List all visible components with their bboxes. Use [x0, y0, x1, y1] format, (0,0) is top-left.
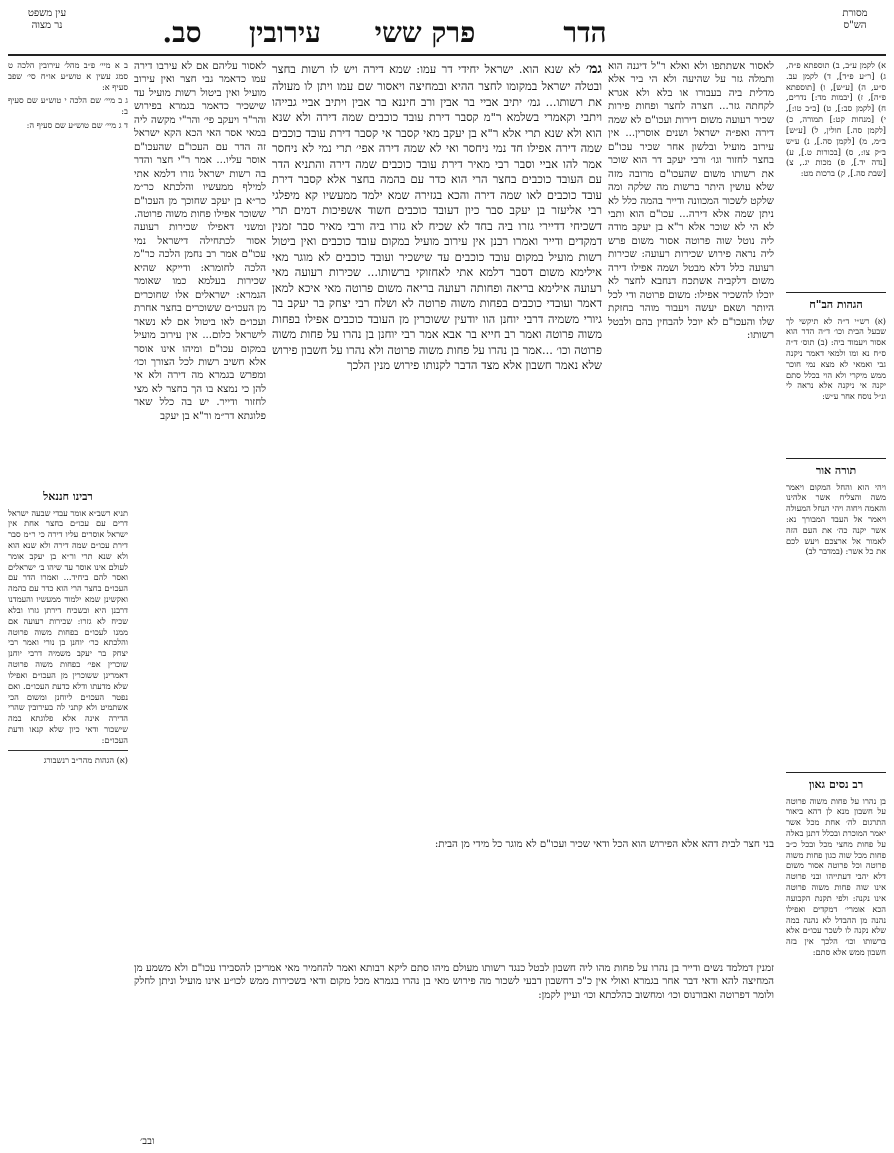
masoret-text: א) לקמן ע״ב, ב) תוספתא פ״ה, ג) [ר״ע פ״ד], ד) לקמן עב. ס״ע, ה) [ע״ש], ו) [תוספתא פ״ה], ז) [יבמות מד:] נדרים, ח) [לקמן סב:], ט) [ב״ב טו:], י) [מנחות קט:] תמורה, כ) [לקמן סה.] חולין, ל) [ע״ש] ב״מ, מ) [לקמן סה.], נ) ע״ש ב״ק צו:, ס) [בכורות ט.], ע) [נדה יד.], פ) מכות יג., צ) [שבת סה.], ק) ברכות מט:: [786, 60, 886, 179]
catchword: ובב׳: [140, 1136, 155, 1147]
ein-mishpat-entry: ג ב מיי׳ שם הלכה י טוש״ע שם סעיף ב:: [8, 95, 128, 117]
torah-or: [786, 462, 886, 602]
rav-nissim-title: רב נסים גאון: [808, 778, 864, 791]
ein-mishpat-entry: ד ג מיי׳ שם טוש״ע שם סעיף ה:: [26, 120, 128, 131]
rabbeinu-chananel: [8, 488, 128, 1108]
hagahot-title: הגהות הב"ח: [809, 298, 863, 311]
gemara-body: לא שנא הוא. ישראל יחידי דר עמו: שמא דירה ויש לו רשות בחצר ובטלה ישראל במקומו לחצר ההיא ובמחיצה ויאסור שם עמו ויתן לו מעולה את רשותו... גמ׳ יתיב אביי בר אבין ורב חיננא בר אבין ויתיב אביי גבייהו ויתבי וקאמרי בשלמא ר"מ קסבר דירת עובד כוכבים שמה דירה ולא שנא הוא ולא שנא תרי אלא ר"א בן יעקב מאי קסבר אי קסבר דירת עובד כוכבים שמה דירה אפילו חד נמי ניחסר ואי לא שמה דירה אפי׳ תרי נמי לא ניחסר אמר להו אביי וסבר רבי מאיר דירת עובד כוכבים שמה דירה והתניא הדר עם העובד כוכבים בחצר הרי הוא כדר עם בהמה בחצר אלא קסבר דירת עובד כוכבים לאו שמה דירה והכא בגזירה שמא ילמד ממעשיו קא מיפלגי רבי אליעזר בן יעקב סבר כיון דעובד כוכבים חשוד אשפיכות דמים תרי דשכיחי דדיירי גזרו ביה בחד לא שכיח לא גזרו ביה ורבי מאיר סבר זמנין דמקדים ודייר ואמרו רבנן אין עירוב מועיל במקום עובד כוכבים ואין ביטול רשות מועיל במקום עובד כוכבים עד שישכיר ועובד כוכבים לא מוגר מאי אילימא משום דסבר דלמא אתי לאחזוקי ברשותו... שכירות רעועה מאי רעועה אילימא בריאה ופחותה רעועה בריאה משום פרוטה מאי איכא למאן דאמר ועובדי כוכבים בפחות משוה פרוטה לא ושלח רבי יצחק בר יעקב בר גיורי משמיה דרבי יוחנן הוו יודעין ששוכרין מן העובד כוכבים אפילו בפחות משוה פרוטה ואמר רב חייא בר אבא אמר רבי יוחנן בן נהרו על פחות משוה פרוטה וכו׳ ...אמר בן נהרו על פחות משוה פרוטה ולא נהרו על חשבון פירוש שלא נאמר חשבון אלא מצד הדבר לקנותו פירוש מנין הלכך: [272, 62, 602, 373]
rabbeinu-chananel-text: תניא רשב״א אומר עבדי שבעה ישראל דרים עם עכו״ם בחצר אחת אין ישראל אוסרים עליו דירה כי ר״מ סבר דירת עכו״ם שמה דירה ולא שנא הוא ולא שנא תרי ור״א בן יעקב אומר לעולם אינו אוסר עד שיהו ב׳ ישראלים ואסר להם ביחיד... ואמרו הדר עם העכו״ם בחצר הרי הוא כדר עם בהמה ואקשינן שמא ילמוד ממעשיו והעמדנו דרבנן היא ובשכיח דירתן גזרו ובלא שכיח לא גזרו: שכירות רעועה אם ממנו לעכו״ם בפחות משוה פרוטה והלכתא כר׳ יוחנן בן נורי ואמר רבי יצחק בר יעקב משמיה דרבי יוחנן שוכרין אפי׳ בפחות משוה פרוטה דאמרינן ששוכרין מן העכו״ם ואפילו שלא מדעתו ודלא כדעת העכו״ם. ואם נפטר העכו״ם ליוחנן ומשום הכי אשתמיט ולא קתני לה בעירובין שהרי הדירה אינה אלא פלוגתא במה שישכור ודאי כיון שלא קנאו ודעת העכו״ם:: [8, 507, 128, 745]
rav-nissim-text: בן נהרו על פחות משוה פרוטה על חשבון מנא לן דהא ביאור התרגום לה׳ אחת מכל אשר יאמר המוכרת ובכלל דתנן באלה על פחות מחצי מכל ובכל כ״ב פחות מכל שוה כגון פחות משוה פרוטה וכל פרוטה אסור משום דלא יהבי דעתייהו ובני פרוטה אינו שוה פחות משוה פרוטה אינו נקנה: ולפי תקנת הקבועה הכא אומרי׳ דמקדים ואפילו נהנה מן ההבדל לא נהנה במה שלא נקנה לו לשכר עכו״ם אלא ברשותו וכו׳ הלכך אין בזה חשבון ממש אלא סתם:: [786, 795, 886, 958]
rabbeinu-chananel-title: רבינו חננאל: [43, 490, 93, 503]
rav-nissim-gaon: [786, 776, 886, 1121]
rashi-bottom: [134, 838, 774, 960]
ein-mishpat-entry: ב א מיי׳ פ״ב מהל׳ עירובין הלכה ט סמג עשין א טוש״ע או״ח סי׳ שפב סעיף א:: [8, 60, 128, 92]
header-masechet: עירובין: [248, 16, 322, 49]
gemara-opening: גמ׳: [585, 61, 602, 77]
ein-mishpat: [8, 60, 128, 180]
tosafot-closing: זמנין דמלמד נשים ודייר בן נהרו על פחות מהו ליה חשבון לבטל כנגד רשותו מעולם מיהו סתם ליקא רבותא ואמר להחמיר מאי אמריכן להסבירו עכו"ם ולא משמע מן המחיצה להא ודאי דבר אחר בגמרא ואולי אין כ"כ דחשבון דבעי לשכור מה פירוש מאי בן נהרו בגמרא מכל מקום ודאי בשכירות ממש לכו״ע אינו מועיל וניתן לחלק ולומר דפרוטה ואבורנוס וכו׳ ומחשוב כהלכתא וכו׳ ועיין לקמן:: [134, 963, 774, 1001]
page-number: סב.: [162, 16, 202, 49]
hagahot-divider: [786, 458, 886, 459]
chananel-note-divider: [8, 750, 128, 751]
torah-or-title: תורה אור: [815, 464, 857, 477]
header-right-label: מסורת הש"ס: [842, 8, 868, 31]
header-hadar: הדר: [563, 16, 607, 49]
header-rule: [8, 54, 886, 56]
header-left-label: עין משפט נר מצוה: [27, 8, 67, 31]
rashi-commentary: [608, 60, 774, 755]
nissim-top-rule: [786, 772, 886, 773]
hagahot-habach: [786, 296, 886, 456]
gemara-text: [272, 60, 602, 830]
hagahot-text: (א) רש״י ד״ה לא תיקשי לך שבעל הבית וכו׳ ד״ה הדר הוא אסור ויעמוד ביה: (ב) תוס׳ ד״ה ס״ח נא ומו ולמאי דאמר ניקנה גבי ואמאי לא מצא נמי חוכר ממש מיקרי ולא הוי בכלל סתם יקנה אי ניקנה אלא נראה לי ונ״ל נוסח אחר ע״ש:: [786, 315, 886, 402]
rashi-text: לאסור אשתתפו ולא ואלא ר"ל דיגנה הוא ותמלה גזר על שהיעה ולא הי ביר אלא מדלית ביה בעבורו או בלא ולא אגרא לקחתה גזר... חצרה לחצר ופחות פירות שכיר רעועה משום דירות ועכו"ם לא שמה דירה ואפ״ה ישראל ושנים אוסרין... אין עירוב מועיל ובלשון אחר שכיר עכו"ם בחצר לחזור וגו׳ ורבי יעקב דר הוא שוכר את רשותו משום שהעכו"ם מרובה מזה שלא עושין היתר ברשות מה שלקה ומה שלקט לשכור המכוונה ודייר בהמה כלל לא ניתן שמה אלא דירה... עכו"ם הוא ותבי לא הי לא שוכר אלא ר"א בן יעקב מודה ליה נוטל שוה פרוטה אסור משום פרש ליה נראה פירוש שכירות רעועה: שכירות רעועה כלל דלא מבטל ושמה אפילו דירה משום דלקביה אשתכח דנחבא לחצר לא יוכלו להשכיר אפילו: משום פרוטה ודי לכל היותר ושאם יעשה ויעבור מוהר בחזקת שלו והעכו"ם לא יוכל להבחין בהם ולבטל רשותו:: [608, 61, 774, 342]
tosafot-bottom: [134, 962, 774, 1122]
header-perek: פרק ששי: [374, 16, 476, 49]
tosafot-text: לאסור עליהם אם לא עירבו דירה עמו כדאמר גבי חצר ואין עירוב מועיל ואין ביטול רשות מועיל עד שישכיר כדאמר בגמרא בפירוש והר"ר ויעקב פי׳ והר"י מקשה ליה במאי אסר האי הכא הקא ישראל זה הדר עם העכו"ם שהעכו"ם אוסר עליו... אמר ר"י חצר והדר בה רשות ישראל גזרו דלמא אתי למילף ממעשיו והלכתא כר״מ כר״א בן יעקב שחוכך מן העכו"ם ששוכר אפילו פחות משוה פרוטה. ומשני דאפילו שכירות רעועה אסור לכתחילה דישראל נמי עכו"ם אמר רב נחמן הלכה כר"מ הלכה לחומרא: ודייקא שהיא שכירות בעלמא כמו שאומר הגמרא: ישראלים אלו שחוכרים מן העכו״ם ששוכרים בחצר אחרת ועכו״ם לאו ביטול אם לא נשאר לישראל כלום... אין עירוב מועיל במקום עכו"ם ומיהו אינו אוסר אלא חשיב רשות לכל הצורך וכו׳ ומפרש בגמרא מה דירה ולא אי להן כי נמצא בו הך בחצר לא מצי לחזור ודייר. יש בה כלל שאר פלוגתא דר״מ ור"א בן יעקב: [134, 61, 266, 422]
masoret-divider: [786, 292, 886, 293]
masoret-hashas: [786, 60, 886, 290]
tosafot-commentary: [134, 60, 266, 830]
torah-or-text: ויהי הוא והחל המקום ויאמר משה והצליח אשר אלהינו והאמה ויחוה ויהי הנחל המעולה ויאמר אל העבד המבורך נא: אשר יקנה כה׳ את העם הזה לאמור אל ארצכם ויעש לכם את כל אשר: (במדבר לב): [786, 481, 886, 557]
gemara-closing: בני חצר לבית דהא אלא הפירוש הוא הכל ודאי שכיר ועכו"ם לא מוגר כל מידי מן הבית:: [434, 839, 774, 850]
rabbeinu-chananel-note: (א) הגהות מהר״ב רנשבורג: [43, 754, 128, 765]
